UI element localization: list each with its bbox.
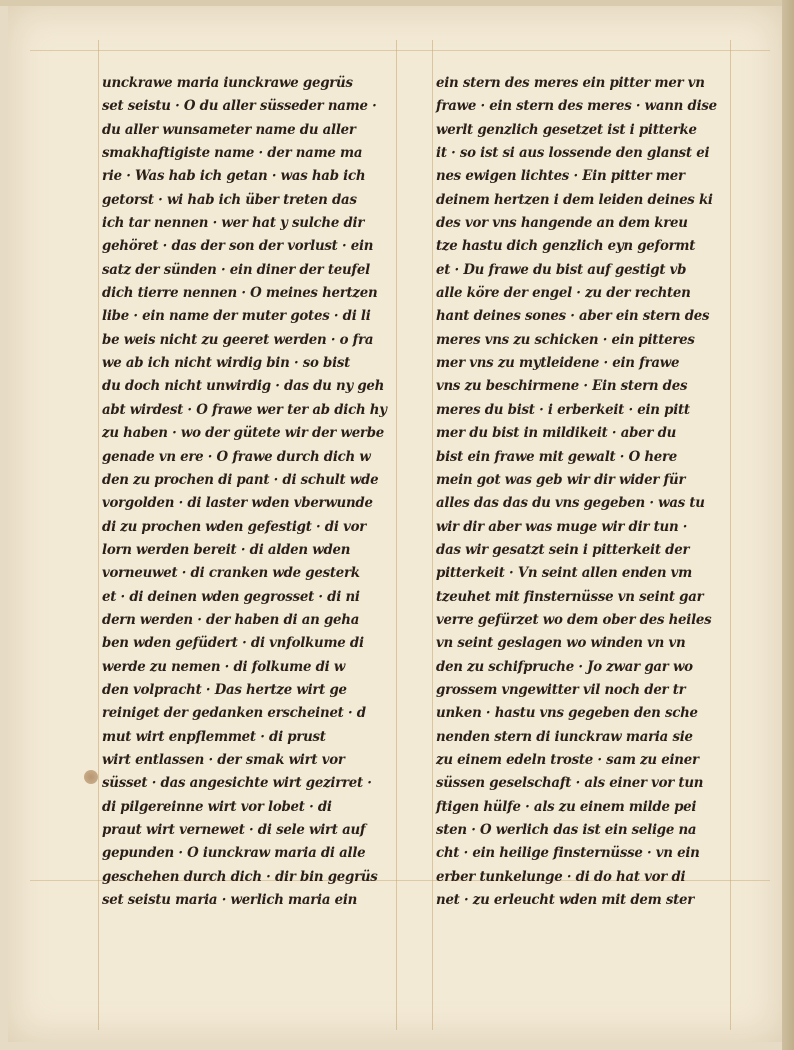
page-right-edge [782, 0, 794, 1050]
text-line: getorst · wi hab ich über treten das [102, 191, 357, 208]
text-line: werlt genzlich gesetzet ist i pitterke [436, 121, 697, 138]
text-line: ben wden gefüdert · di vnfolkume di [102, 635, 364, 652]
right-text-column [436, 72, 736, 912]
text-line: frawe · ein stern des meres · wann dise [436, 98, 717, 115]
text-line: gehöret · das der son der vorlust · ein [102, 238, 374, 255]
text-line: unken · hastu vns gegeben den sche [436, 705, 698, 722]
text-line: dich tierre nennen · O meines hertzen [102, 285, 378, 302]
text-line: hant deines sones · aber ein stern des [436, 308, 710, 325]
text-line: we ab ich nicht wirdig bin · so bist [102, 355, 351, 372]
text-line: den volpracht · Das hertze wirt ge [102, 681, 347, 698]
text-line: süsset · das angesichte wirt gezirret · [102, 775, 372, 792]
left-text-column [102, 72, 402, 912]
text-line: vn seint geslagen wo winden vn vn [436, 635, 686, 652]
text-line: libe · ein name der muter gotes · di li [102, 308, 371, 325]
text-line: satz der sünden · ein diner der teufel [102, 261, 370, 278]
text-line: set seistu · O du aller süsseder name · [102, 98, 377, 115]
text-line: ftigen hülfe · als zu einem milde pei [436, 798, 697, 815]
text-line: genade vn ere · O frawe durch dich w [102, 448, 371, 465]
text-line: das wir gesatzt sein i pitterkeit der [436, 541, 690, 558]
text-line: wirt entlassen · der smak wirt vor [102, 751, 345, 768]
text-line: grossem vngewitter vil noch der tr [436, 681, 686, 698]
text-line: sten · O werlich das ist ein selige na [436, 822, 697, 838]
text-line: smakhaftigiste name · der name ma [102, 145, 363, 162]
text-line: et · di deinen wden gegrosset · di ni [102, 588, 360, 605]
text-line: meres du bist · i erberkeit · ein pitt [436, 401, 690, 418]
text-line: vns zu beschirmene · Ein stern des [436, 378, 688, 395]
text-line: den zu schifpruche · Jo zwar gar wo [436, 658, 693, 675]
text-line: set seistu maria · werlich maria ein [102, 892, 358, 909]
text-line: nenden stern di iunckraw maria sie [436, 728, 693, 745]
text-line: unckrawe maria iunckrawe gegrüs [102, 75, 353, 91]
text-line: it · so ist si aus lossende den glanst ei [436, 145, 710, 162]
text-line: zu einem edeln troste · sam zu einer [436, 751, 699, 768]
text-line: di zu prochen wden gefestigt · di vor [102, 518, 366, 535]
text-line: di pilgereinne wirt vor lobet · di [102, 798, 332, 815]
text-line: mer du bist in mildikeit · aber du [436, 425, 677, 442]
ruling-line [30, 50, 770, 51]
stain-mark [84, 770, 98, 784]
text-line: nes ewigen lichtes · Ein pitter mer [436, 168, 685, 185]
text-line: mer vns zu mytleidene · ein frawe [436, 355, 680, 372]
text-line: alles das das du vns gegeben · was tu [436, 495, 705, 512]
text-line: abt wirdest · O frawe wer ter ab dich hy [102, 401, 387, 418]
text-line: tze hastu dich genzlich eyn geformt [436, 238, 696, 255]
text-line: verre gefürzet wo dem ober des heiles [436, 611, 712, 628]
ruling-line [98, 40, 99, 1030]
text-line: wir dir aber was muge wir dir tun · [436, 518, 688, 535]
text-line: pitterkeit · Vn seint allen enden vm [436, 565, 693, 582]
text-line: süssen geselschaft · als einer vor tun [436, 775, 704, 792]
text-line: erber tunkelunge · di do hat vor di [436, 868, 686, 885]
text-line: bist ein frawe mit gewalt · O here [436, 448, 678, 465]
text-line: reiniget der gedanken erscheinet · d [102, 705, 366, 722]
text-line: gepunden · O iunckraw maria di alle [102, 845, 366, 862]
text-line: rie · Was hab ich getan · was hab ich [102, 168, 366, 185]
text-line: mein got was geb wir dir wider für [436, 471, 686, 488]
text-line: praut wirt vernewet · di sele wirt auf [102, 822, 366, 838]
ruling-line [432, 40, 433, 1030]
text-line: den zu prochen di pant · di schult wde [102, 471, 379, 488]
text-line: des vor vns hangende an dem kreu [436, 215, 688, 232]
text-line: dern werden · der haben di an geha [102, 611, 360, 628]
text-line: du aller wunsameter name du aller [102, 121, 356, 138]
text-line: vorneuwet · di cranken wde gesterk [102, 565, 360, 582]
text-line: cht · ein heilige finsternüsse · vn ein [436, 845, 700, 862]
text-line: ich tar nennen · wer hat y sulche dir [102, 215, 365, 232]
text-line: geschehen durch dich · dir bin gegrüs [102, 868, 378, 885]
text-line: zu haben · wo der gütete wir der werbe [102, 425, 385, 442]
text-line: meres vns zu schicken · ein pitteres [436, 331, 695, 348]
text-line: lorn werden bereit · di alden wden [102, 541, 351, 558]
text-line: tzeuhet mit finsternüsse vn seint gar [436, 588, 704, 605]
text-line: du doch nicht unwirdig · das du ny geh [102, 378, 385, 395]
text-line: werde zu nemen · di folkume di w [102, 658, 346, 675]
text-line: vorgolden · di laster wden vberwunde [102, 495, 373, 512]
text-line: ein stern des meres ein pitter mer vn [436, 75, 705, 91]
text-line: et · Du frawe du bist auf gestigt vb [436, 261, 687, 278]
text-line: be weis nicht zu geeret werden · o fra [102, 331, 374, 348]
text-line: mut wirt enpflemmet · di prust [102, 728, 326, 745]
text-line: deinem hertzen i dem leiden deines ki [436, 191, 713, 208]
text-line: alle köre der engel · zu der rechten [436, 285, 691, 302]
text-line: net · zu erleucht wden mit dem ster [436, 892, 695, 909]
